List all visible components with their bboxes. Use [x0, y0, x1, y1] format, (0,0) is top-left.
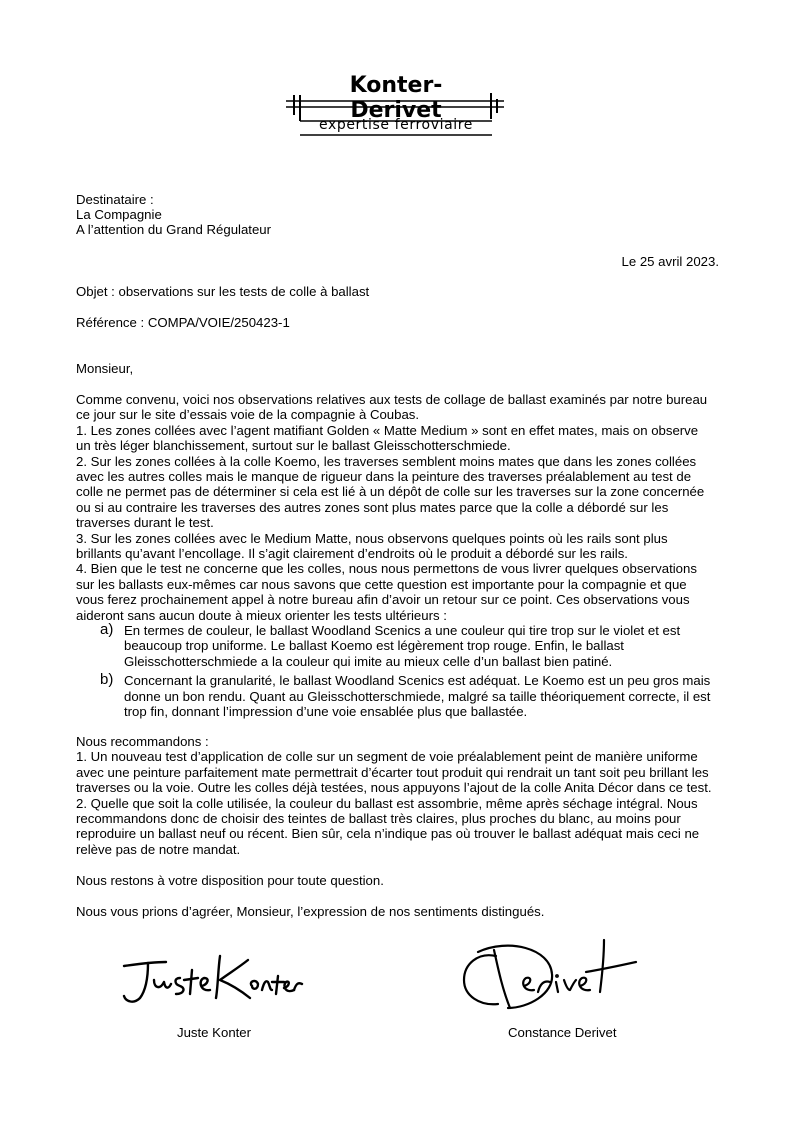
list-item: [100, 673, 730, 719]
recipient-company: La Compagnie: [76, 207, 162, 222]
body-line: ou si au contraire les traverses des autres zones sont plus mates parce que la colle a débordé sur les: [76, 499, 669, 515]
list-line: beaucoup trop uniforme. Le ballast Koemo est légèrement trop rouge. Enfin, le ballast: [124, 638, 624, 654]
body-line: 3. Sur les zones collées avec le Medium Matte, nous observons quelques points où les rails sont plus: [76, 530, 668, 546]
letter-reference: Référence : COMPA/VOIE/250423-1: [76, 315, 290, 330]
list-line: donne un bon rendu. Quant au Gleisschotterschmiede, malgré sa taille théoriquement correcte, il est: [124, 688, 711, 704]
recipient-attention: A l’attention du Grand Régulateur: [76, 222, 272, 237]
body-line: traverses ou la voie. Outre les colles déjà testées, nous appuyons l’ajout de la colle Anita Décor dans ce test.: [76, 780, 712, 796]
body-line: sur les ballasts eux-mêmes car nous savons que cette question est importante pour la compagnie et que: [76, 576, 687, 592]
body-line: brillants qu’avant l’encollage. Il s’agit clairement d’endroits où le produit a débordé sur les rails.: [76, 546, 628, 562]
body-recommendations: [76, 734, 726, 857]
signature-constance-derivet: [458, 934, 640, 1014]
list-line: trop fin, donnant l’impression d’une voie ensablée plus que ballastée.: [124, 704, 528, 720]
body-line: colle ne permet pas de déterminer si cela est lié à un dépôt de colle sur les traverses sur la zone concernée: [76, 484, 705, 500]
body-line: 4. Bien que le test ne concerne que les colles, nous nous permettons de vous livrer quelques observations: [76, 561, 697, 577]
body-line: ce jour sur le site d’essais voie de la compagnie à Coubas.: [76, 407, 420, 423]
body-line: 1. Un nouveau test d’application de colle sur un segment de voie préalablement peint de manière uniforme: [76, 749, 698, 765]
list-item: [100, 623, 730, 669]
body-line: Comme convenu, voici nos observations relatives aux tests de collage de ballast examinés par notre bureau: [76, 392, 708, 407]
list-line: Gleisschotterschmiede a la couleur qui imite au mieux celle d’un ballast bien patiné.: [124, 653, 613, 669]
body-line: traverses durant le test.: [76, 515, 214, 531]
letter-subject: Objet : observations sur les tests de colle à ballast: [76, 284, 370, 299]
ballast-observations-list: [100, 623, 730, 719]
body-line: reproduire un ballast neuf ou récent. Bien sûr, cela n’indique pas où trouver le ballast adéquat mais ceci ne: [76, 826, 700, 842]
body-line: recommandons donc de choisir des teintes de ballast très claires, plus proches du blanc, au moins pour: [76, 811, 681, 827]
signature-juste-konter: [118, 942, 304, 1008]
body-line: avec une peinture parfaitement mate permettrait d’écarter tout produit qui rendrait un tant soit peu brillant les: [76, 764, 709, 780]
body-line: 2. Quelle que soit la colle utilisée, la couleur du ballast est assombrie, même après séchage intégral. Nous: [76, 795, 698, 811]
body-line: aideront sans aucun doute à mieux orienter les tests ultérieurs :: [76, 607, 447, 623]
body-line: 2. Sur les zones collées à la colle Koemo, les traverses semblent moins mates que dans les zones collées: [76, 453, 697, 469]
list-line: Concernant la granularité, le ballast Woodland Scenics est adéquat. Le Koemo est un peu gros mais: [124, 673, 711, 689]
logo-name: Konter-Derivet: [349, 73, 443, 123]
body-line: avec les autres colles mais le manque de rigueur dans la peinture des traverses préalablement au test de: [76, 469, 692, 485]
list-marker: b): [100, 671, 114, 689]
signatory-name-konter: Juste Konter: [177, 1025, 252, 1040]
list-marker: a): [100, 621, 114, 638]
body-line: 1. Les zones collées avec l’agent matifiant Golden « Matte Medium » sont en effet mates, mais on observe: [76, 422, 699, 438]
body-line: un très léger blanchissement, surtout sur le ballast Gleisschotterschmiede.: [76, 438, 511, 454]
list-line: En termes de couleur, le ballast Woodland Scenics a une couleur qui tire trop sur le violet et est: [124, 623, 681, 638]
company-logo: [286, 73, 506, 139]
letter-date: Le 25 avril 2023.: [621, 254, 719, 269]
closing-sentence: Nous vous prions d’agréer, Monsieur, l’expression de nos sentiments distingués.: [76, 904, 545, 919]
signatory-name-derivet: Constance Derivet: [508, 1025, 617, 1040]
logo-tagline: expertise ferroviaire: [318, 117, 473, 133]
body-line: Nous recommandons :: [76, 734, 209, 749]
recipient-label: Destinataire :: [76, 192, 154, 207]
body-line: vous ferez prochainement appel à notre bureau afin d’avoir un retour sur ce point. Ces observations vous: [76, 592, 690, 608]
salutation: Monsieur,: [76, 361, 134, 376]
availability-sentence: Nous restons à votre disposition pour toute question.: [76, 873, 384, 888]
body-line: relève pas de notre mandat.: [76, 841, 241, 857]
body-observations: [76, 392, 726, 623]
